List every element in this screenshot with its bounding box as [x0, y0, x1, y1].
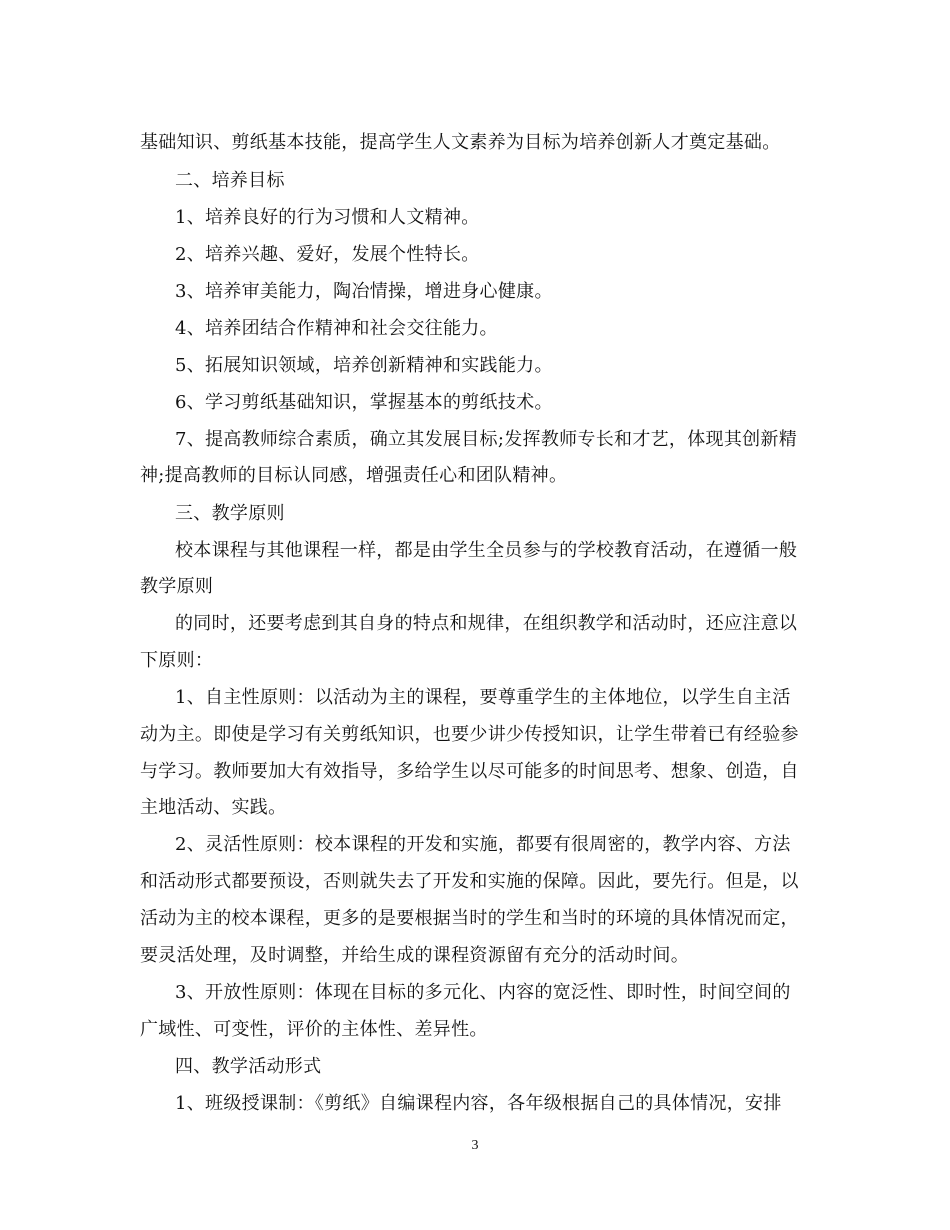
- section-heading: 二、培养目标: [175, 170, 285, 191]
- list-item: 4、培养团结合作精神和社会交往能力。: [175, 318, 498, 339]
- list-item: 6、学习剪纸基础知识，掌握基本的剪纸技术。: [175, 392, 553, 413]
- list-item: 2、培养兴趣、爱好，发展个性特长。: [175, 244, 480, 265]
- page-number: 3: [471, 1138, 479, 1153]
- body-line: 和活动形式都要预设，否则就失去了开发和实施的保障。因此，要先行。但是，以: [140, 871, 799, 892]
- body-line: 动为主。即使是学习有关剪纸知识，也要少讲少传授知识，让学生带着已有经验参: [140, 724, 799, 745]
- body-line: 活动为主的校本课程，更多的是要根据当时的学生和当时的环境的具体情况而定，: [140, 908, 799, 929]
- body-line: 1、自主性原则：以活动为主的课程，要尊重学生的主体地位，以学生自主活: [175, 687, 791, 708]
- list-item: 1、培养良好的行为习惯和人文精神。: [175, 207, 480, 228]
- body-line: 下原则：: [140, 650, 214, 671]
- body-line: 校本课程与其他课程一样，都是由学生全员参与的学校教育活动，在遵循一般: [175, 540, 798, 561]
- section-heading: 四、教学活动形式: [175, 1056, 322, 1077]
- body-line: 教学原则: [140, 576, 214, 597]
- body-line: 要灵活处理，及时调整，并给生成的课程资源留有充分的活动时间。: [140, 945, 689, 966]
- body-line: 3、开放性原则：体现在目标的多元化、内容的宽泛性、即时性，时间空间的: [175, 982, 791, 1003]
- body-line: 的同时，还要考虑到其自身的特点和规律，在组织教学和活动时，还应注意以: [175, 613, 798, 634]
- list-item: 5、拓展知识领域，培养创新精神和实践能力。: [175, 355, 553, 376]
- list-item: 7、提高教师综合素质，确立其发展目标;发挥教师专长和才艺，体现其创新精: [175, 429, 798, 450]
- section-heading: 三、教学原则: [175, 503, 285, 524]
- body-line: 主地活动、实践。: [140, 797, 287, 818]
- body-line: 广域性、可变性，评价的主体性、差异性。: [140, 1019, 488, 1040]
- body-line: 神;提高教师的目标认同感，增强责任心和团队精神。: [140, 465, 568, 486]
- list-item: 3、培养审美能力，陶冶情操，增进身心健康。: [175, 281, 553, 302]
- body-line: 基础知识、剪纸基本技能，提高学生人文素养为目标为培养创新人才奠定基础。: [140, 132, 781, 153]
- body-line: 与学习。教师要加大有效指导，多给学生以尽可能多的时间思考、想象、创造，自: [140, 761, 799, 782]
- body-line: 1、班级授课制：《剪纸》自编课程内容，各年级根据自己的具体情况，安排: [175, 1093, 782, 1114]
- body-line: 2、灵活性原则：校本课程的开发和实施，都要有很周密的，教学内容、方法: [175, 834, 791, 855]
